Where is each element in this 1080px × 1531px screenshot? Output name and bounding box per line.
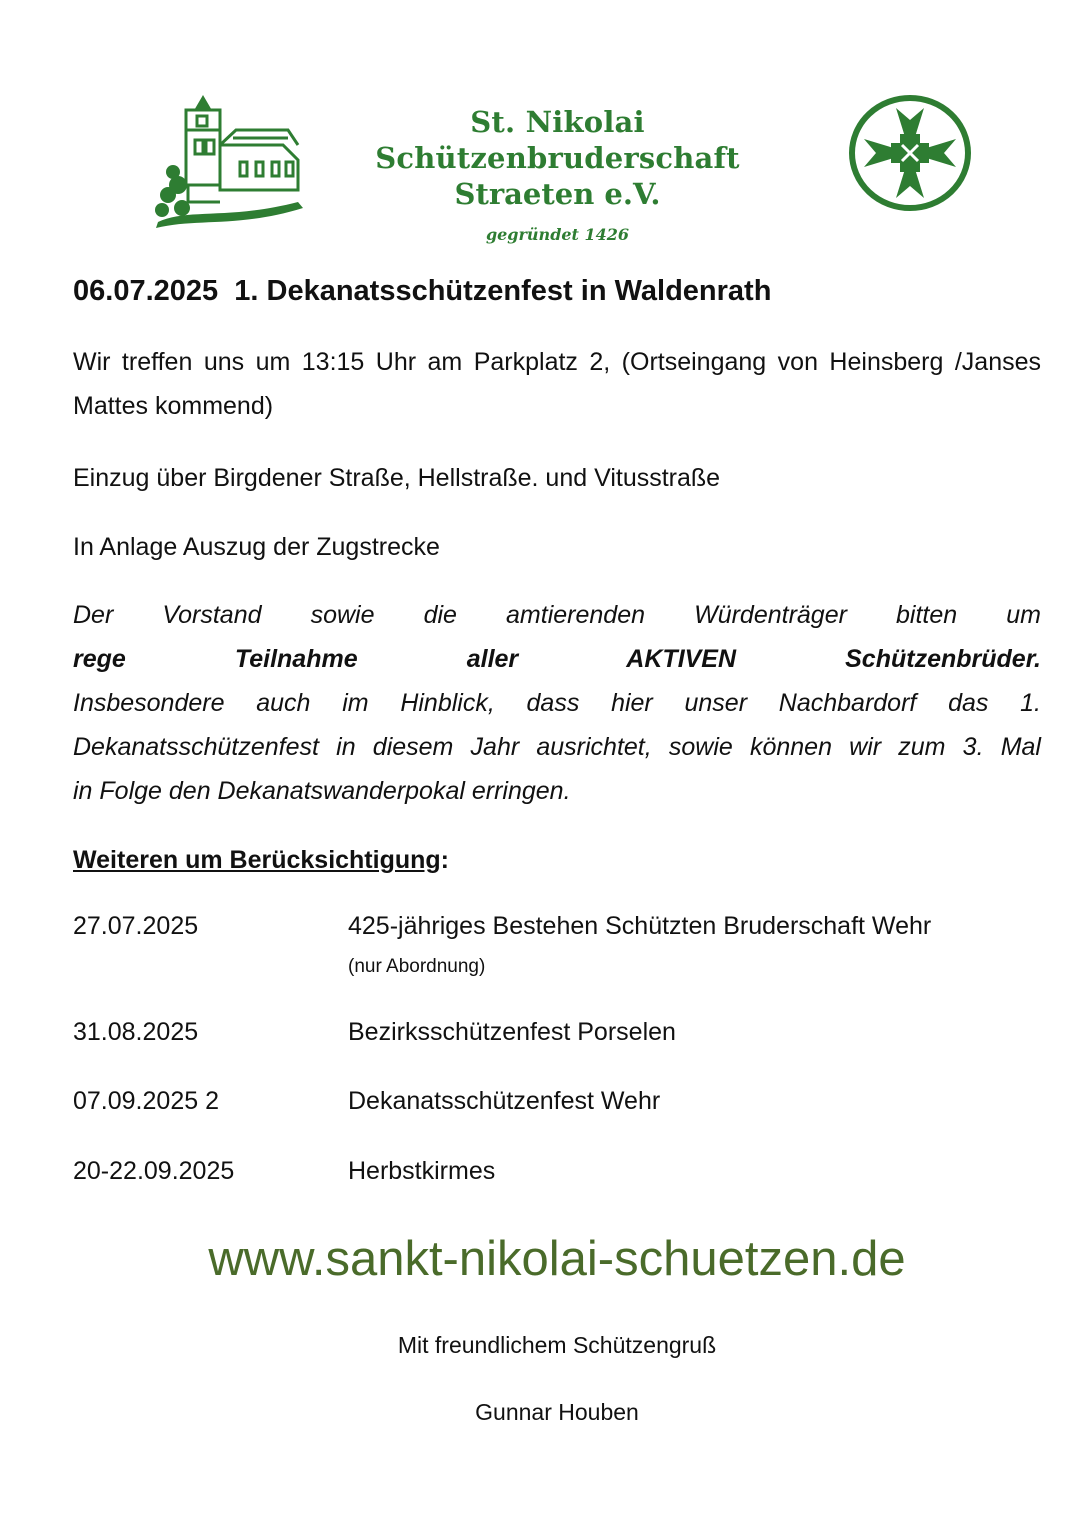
- event-name: Herbstkirmes: [348, 1157, 496, 1185]
- website-link[interactable]: www.sankt-nikolai-schuetzen.de: [208, 1232, 906, 1286]
- founding-year: gegründet 1426: [485, 225, 630, 244]
- event-date: 31.08.2025: [73, 1018, 199, 1046]
- organization-line-2: Straeten e.V.: [454, 177, 661, 211]
- event-name: 425-jähriges Bestehen Schützten Bruderschaft Wehr: [348, 912, 932, 940]
- appeal-line-3: Insbesondere auch im Hinblick, dass hier unser Nachbardorf das 1.: [73, 689, 1041, 717]
- appeal-line-2-wrap: [73, 637, 1041, 681]
- meeting-paragraph: Wir treffen uns um 13:15 Uhr am Parkplatz 2, (Ortseingang von Heinsberg /Janses Mattes kommend): [73, 348, 1041, 420]
- event-title: 06.07.2025 1. Dekanatsschützenfest in Waldenrath: [73, 275, 772, 307]
- further-events-heading: [73, 838, 1041, 882]
- organization-name: [290, 104, 825, 250]
- signature: Gunnar Houben: [475, 1399, 639, 1425]
- appeal-line-1: Der Vorstand sowie die amtierenden Würdenträger bitten um: [73, 601, 1041, 629]
- appeal-line-5: in Folge den Dekanatswanderpokal erringen.: [73, 777, 571, 805]
- attachment-paragraph: In Anlage Auszug der Zugstrecke: [73, 533, 440, 561]
- further-events-heading-text: Weiteren um Berücksichtigung: [73, 846, 441, 874]
- maltese-cross-emblem-icon: [848, 94, 972, 212]
- event-date: 20-22.09.2025: [73, 1157, 235, 1185]
- appeal-line-2-bold: rege Teilnahme aller AKTIVEN Schützenbrüder.: [73, 645, 1041, 673]
- appeal-line-4: Dekanatsschützenfest in diesem Jahr ausrichtet, sowie können wir zum 3. Mal: [73, 733, 1041, 761]
- organization-line-1: St. Nikolai Schützenbruderschaft: [375, 105, 740, 175]
- event-name: Bezirksschützenfest Porselen: [348, 1018, 676, 1046]
- event-date: 27.07.2025: [73, 912, 199, 940]
- appeal-paragraph: [73, 593, 1041, 813]
- event-name: Dekanatsschützenfest Wehr: [348, 1087, 661, 1115]
- event-date: 07.09.2025 2: [73, 1087, 219, 1115]
- route-paragraph: Einzug über Birgdener Straße, Hellstraße. und Vitusstraße: [73, 464, 721, 492]
- church-icon: [148, 90, 308, 230]
- further-events-heading-colon: :: [440, 846, 449, 874]
- event-note: (nur Abordnung): [348, 956, 486, 977]
- greeting: Mit freundlichem Schützengruß: [397, 1332, 717, 1358]
